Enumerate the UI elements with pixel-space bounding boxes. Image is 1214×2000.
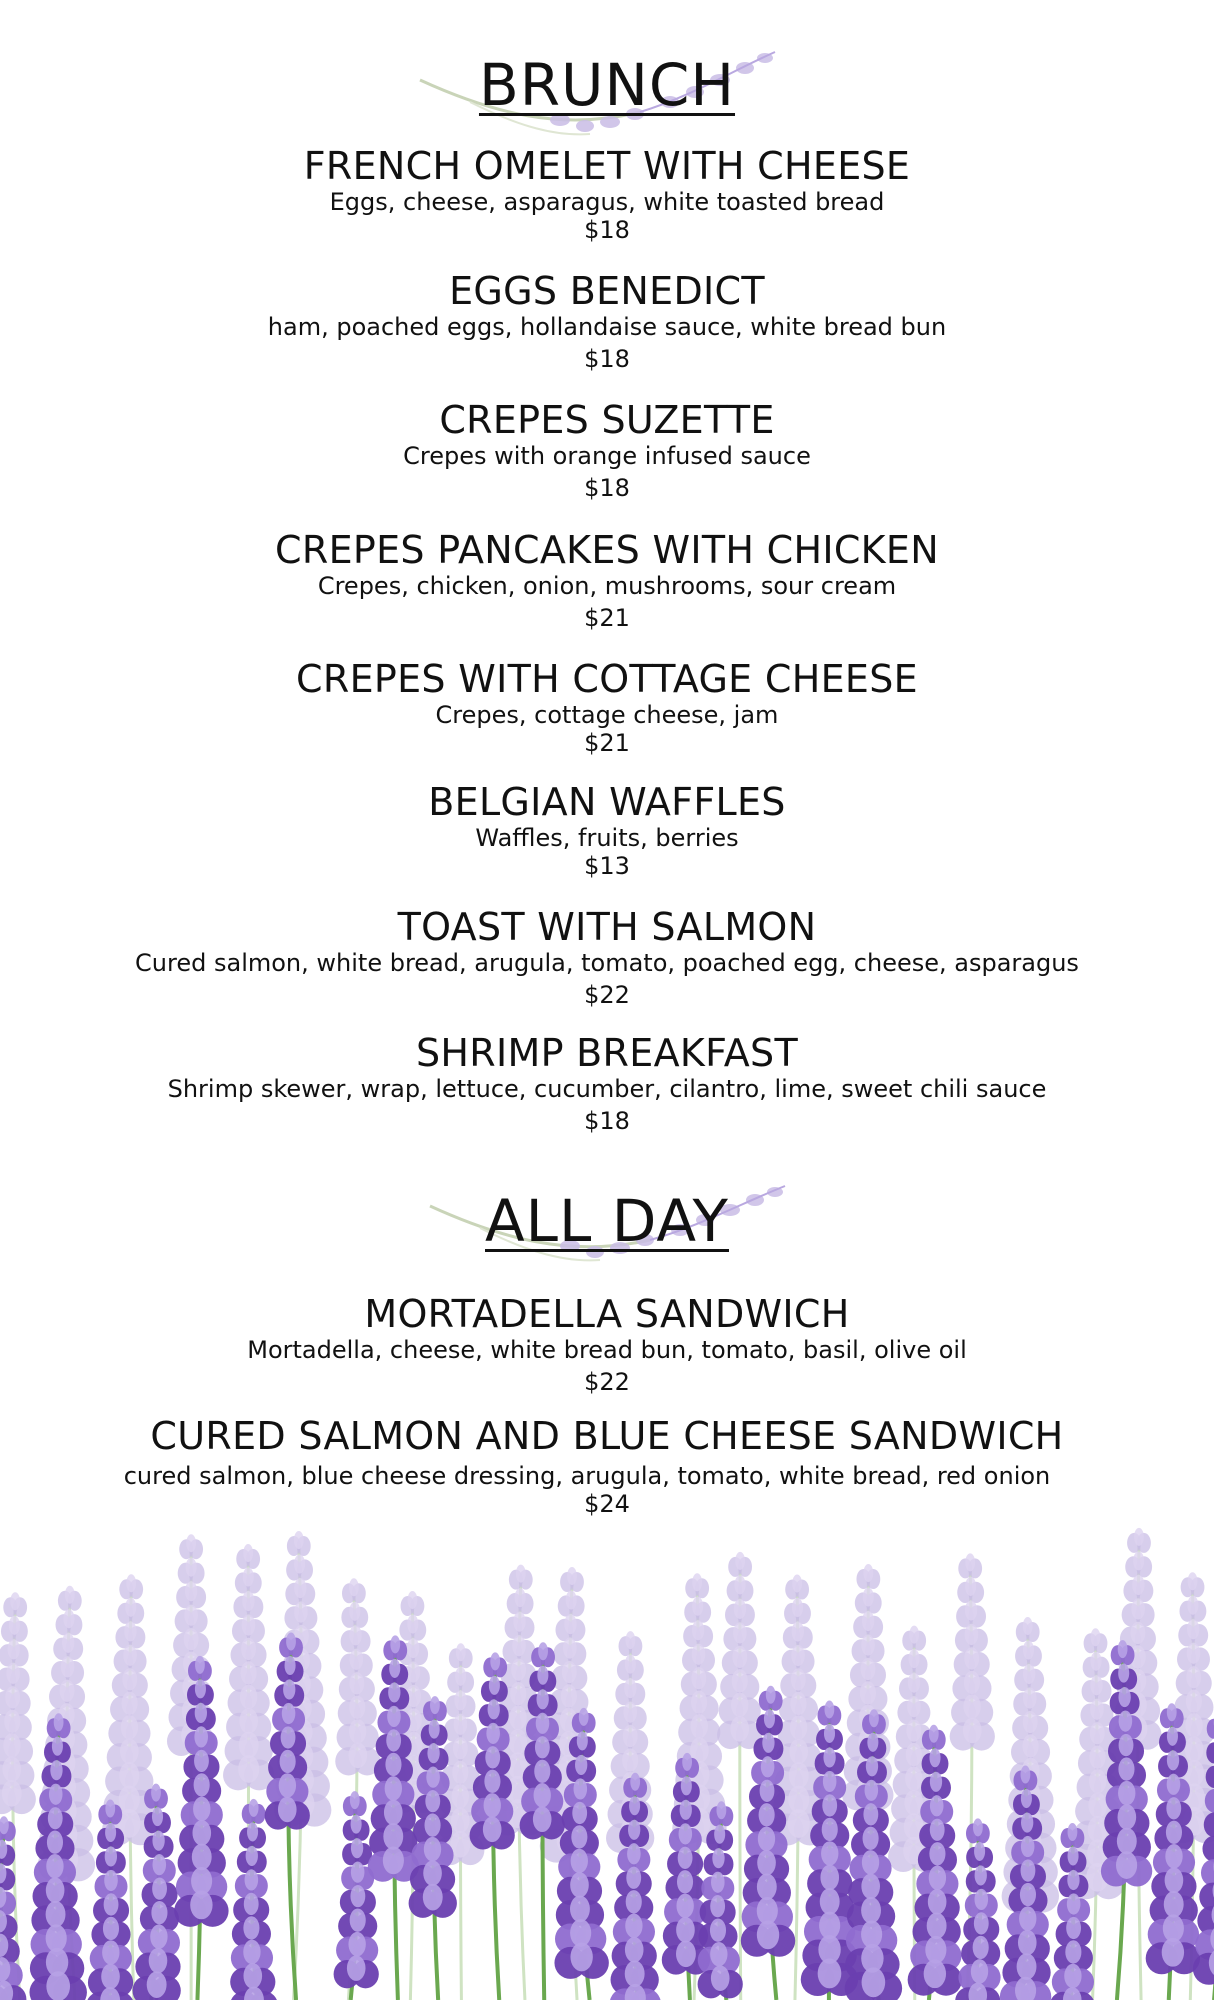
lavender-field-icon	[0, 1520, 1214, 2000]
item-name: TOAST WITH SALMON	[397, 905, 817, 949]
item-price: $24	[584, 1490, 630, 1518]
item-description: Eggs, cheese, asparagus, white toasted bread	[329, 188, 885, 216]
item-price: $21	[584, 729, 630, 757]
item-price: $22	[584, 981, 630, 1009]
item-name: CREPES WITH COTTAGE CHEESE	[296, 657, 918, 701]
item-price: $18	[584, 1107, 630, 1135]
item-description: Crepes with orange infused sauce	[403, 442, 811, 470]
item-description: Shrimp skewer, wrap, lettuce, cucumber, cilantro, lime, sweet chili sauce	[167, 1075, 1047, 1103]
menu-item	[0, 398, 1214, 502]
item-name: CREPES PANCAKES WITH CHICKEN	[275, 528, 939, 572]
section-title-all-day: ALL DAY	[485, 1187, 729, 1255]
menu-item	[0, 1031, 1214, 1135]
item-name: CURED SALMON AND BLUE CHEESE SANDWICH	[150, 1414, 1064, 1458]
menu-item	[0, 780, 1214, 880]
item-price: $22	[584, 1368, 630, 1396]
item-name: SHRIMP BREAKFAST	[416, 1031, 798, 1075]
menu-item	[0, 1414, 1214, 1518]
item-description: cured salmon, blue cheese dressing, arugula, tomato, white bread, red onion	[123, 1462, 1051, 1490]
menu-item	[0, 528, 1214, 632]
item-name: MORTADELLA SANDWICH	[364, 1292, 850, 1336]
item-description: Cured salmon, white bread, arugula, tomato, poached egg, cheese, asparagus	[135, 949, 1079, 977]
item-description: Crepes, cottage cheese, jam	[435, 701, 779, 729]
item-price: $13	[584, 852, 630, 880]
section-title-brunch: BRUNCH	[478, 51, 736, 119]
item-price: $18	[584, 216, 630, 244]
item-description: Mortadella, cheese, white bread bun, tomato, basil, olive oil	[247, 1336, 967, 1364]
item-name: FRENCH OMELET WITH CHEESE	[303, 144, 911, 188]
item-name: BELGIAN WAFFLES	[428, 780, 786, 824]
menu-item	[0, 269, 1214, 373]
menu-item	[0, 144, 1214, 244]
item-description: Crepes, chicken, onion, mushrooms, sour cream	[317, 572, 897, 600]
item-description: ham, poached eggs, hollandaise sauce, white bread bun	[267, 313, 947, 341]
item-price: $18	[584, 345, 630, 373]
menu-item	[0, 1292, 1214, 1396]
item-description: Waffles, fruits, berries	[475, 824, 739, 852]
item-name: CREPES SUZETTE	[439, 398, 775, 442]
item-price: $21	[584, 604, 630, 632]
item-price: $18	[584, 474, 630, 502]
menu-item	[0, 657, 1214, 757]
item-name: EGGS BENEDICT	[449, 269, 765, 313]
menu-item	[0, 905, 1214, 1009]
